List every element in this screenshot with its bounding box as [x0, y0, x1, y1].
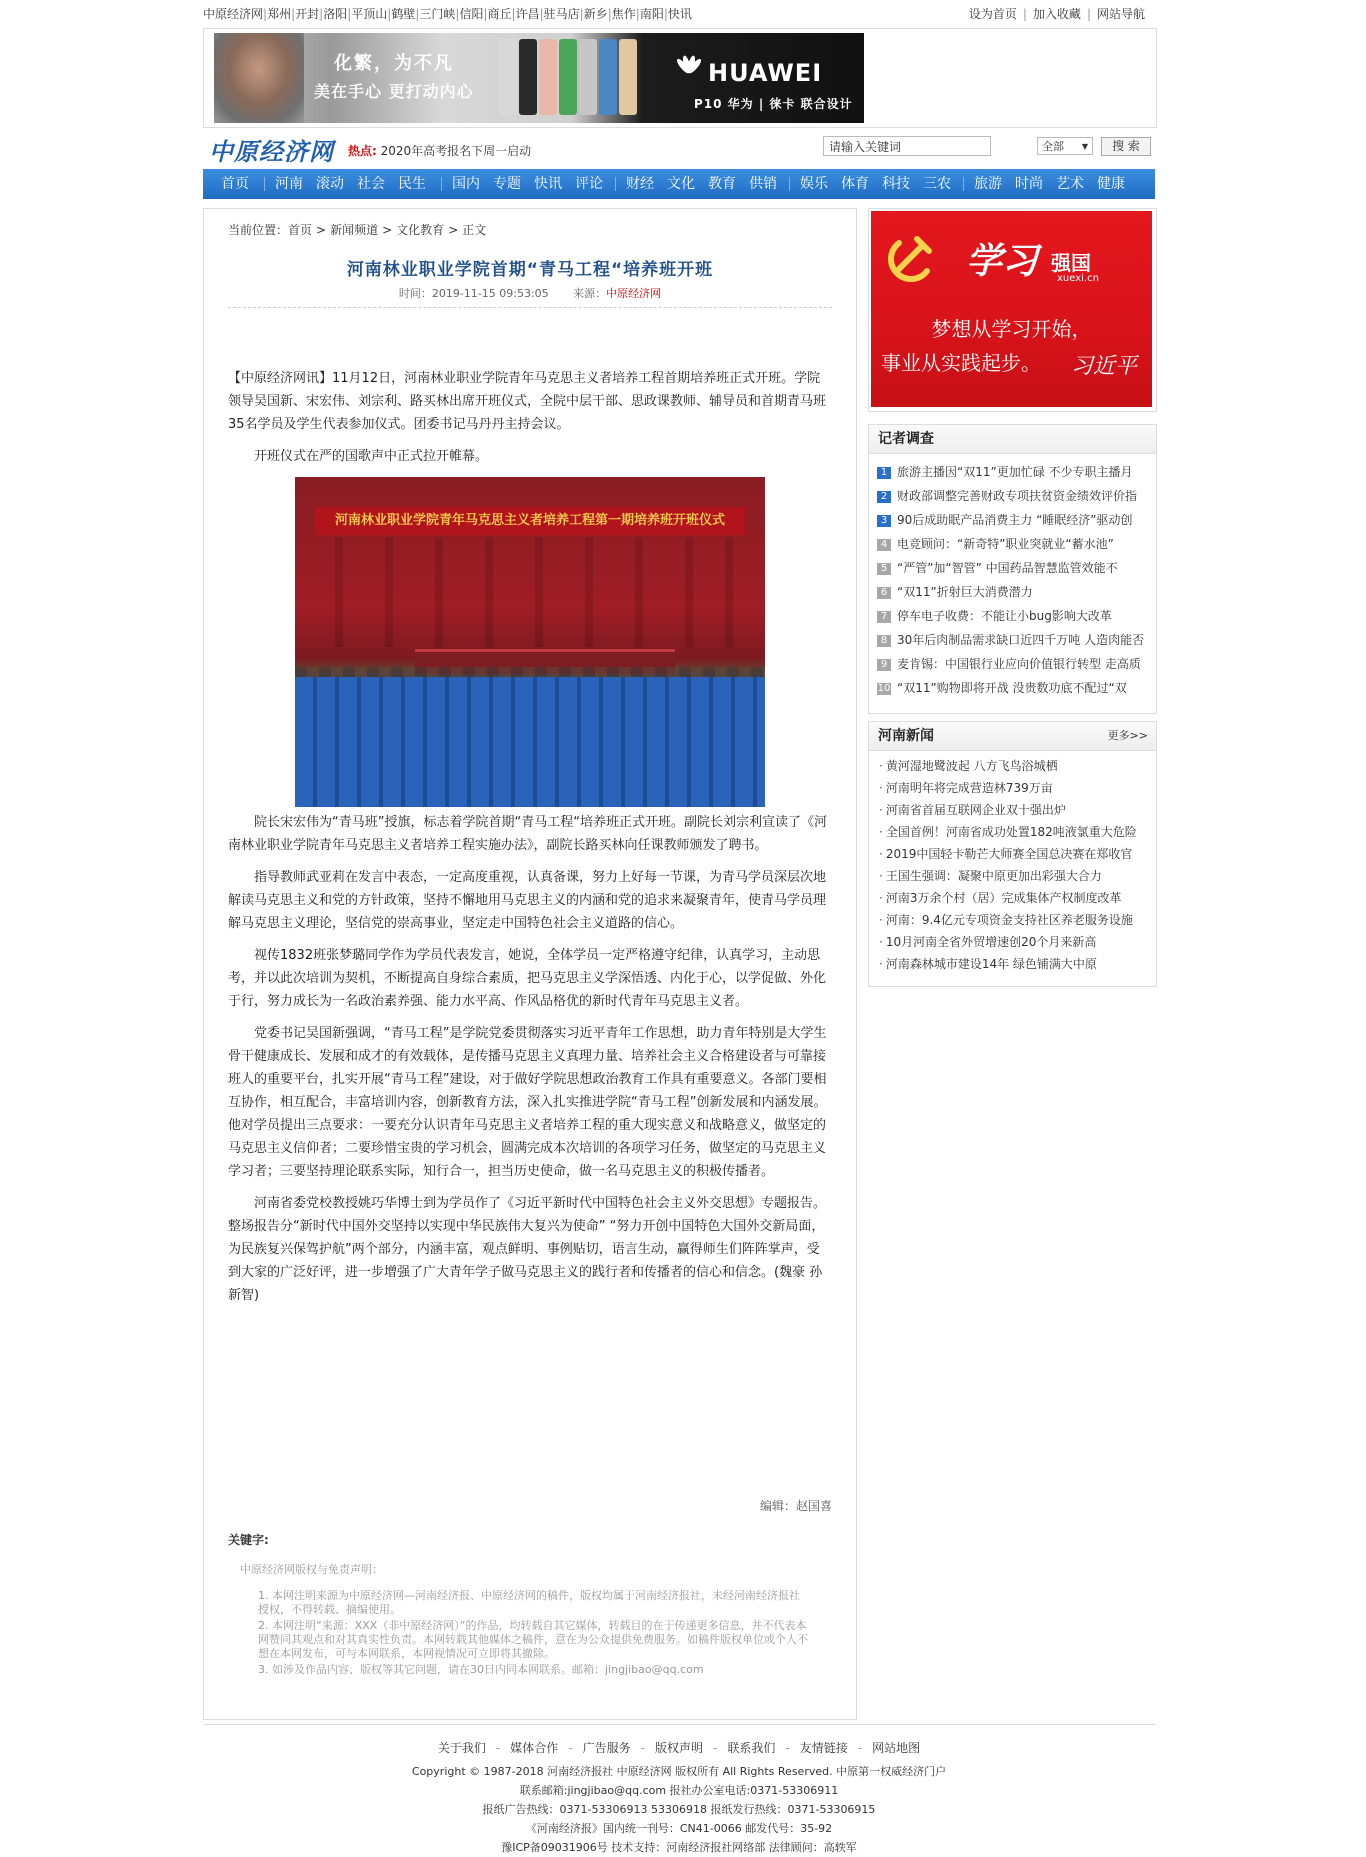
- more-link[interactable]: 更多>>: [1107, 729, 1148, 742]
- henan-news-box: [868, 721, 1157, 987]
- site-logo[interactable]: 中原经济网: [209, 137, 334, 166]
- paragraph-5: 视传1832班张梦璐同学作为学员代表发言，她说，全体学员一定严格遵守纪律，认真学习，主动思考，并以此次培训为契机，不断提高自身综合素质，把马克思主义学深悟透、内化于心，以学促做、外化于行，努力成长为一名政治素养强、能力水平高、作风品格优的新时代青年马克思主义者。: [228, 948, 827, 1009]
- survey-item-text: 旅游主播因“双11”更加忙碌 不少专职主播月: [897, 465, 1133, 479]
- survey-item[interactable]: [869, 556, 1156, 580]
- henan-news-item[interactable]: · 河南森林城市建设14年 绿色铺满大中原: [869, 953, 1156, 975]
- city-link[interactable]: 焦作: [611, 7, 636, 21]
- nav-item[interactable]: 艺术: [1056, 176, 1084, 192]
- reporter-survey-box: [868, 424, 1157, 714]
- footer-line: 豫ICP备09031906号 技术支持：河南经济报社网络部 法律顾问：高轶军: [501, 1841, 857, 1854]
- city-link[interactable]: 快讯: [667, 7, 692, 21]
- article-body: [228, 367, 832, 1316]
- article-time: 2019-11-15 09:53:05: [431, 287, 549, 300]
- paragraph-2: 开班仪式在严的国歌声中正式拉开帷幕。: [254, 449, 489, 464]
- survey-item[interactable]: [869, 508, 1156, 532]
- city-link[interactable]: 三门峡: [419, 7, 456, 21]
- photo-stage-banner: 河南林业职业学院青年马克思主义者培养工程第一期培养班开班仪式: [315, 507, 745, 535]
- nav-item[interactable]: 供销: [749, 176, 777, 192]
- nav-item[interactable]: 健康: [1097, 176, 1125, 192]
- survey-item-text: 90后成助眠产品消费主力 “睡眠经济”驱动创: [897, 513, 1133, 527]
- city-link[interactable]: 商丘: [487, 7, 512, 21]
- city-link[interactable]: 郑州: [267, 7, 292, 21]
- survey-list: [869, 454, 1156, 700]
- ad-line-2: 事业从实践起步。: [881, 351, 1041, 375]
- survey-item-text: 财政部调整完善财政专项扶贫资金绩效评价指: [897, 489, 1138, 503]
- nav-item[interactable]: 体育: [841, 176, 869, 192]
- breadcrumb: 当前位置：首页 > 新闻频道 > 文化教育 > 正文: [228, 223, 487, 237]
- rank-badge: 10: [877, 682, 891, 694]
- survey-item[interactable]: [869, 532, 1156, 556]
- nav-item[interactable]: 娱乐: [800, 176, 828, 192]
- footer-link[interactable]: 网站地图: [872, 1741, 921, 1755]
- chevron-down-icon: ▼: [1081, 142, 1088, 151]
- henan-news-item[interactable]: · 河南：9.4亿元专项资金支持社区养老服务设施: [869, 909, 1156, 931]
- paragraph-3: 院长宋宏伟为“青马班”授旗，标志着学院首期“青马工程“培养班正式开班。副院长刘宗利宣读了《河南林业职业学院青年马克思主义者培养工程实施办法》，副院长路买林向任课教师颁发了聘书。: [228, 815, 827, 853]
- footer-line: Copyright © 1987-2018 河南经济报社 中原经济网 版权所有 All Rights Reserved. 中原第一权威经济门户: [411, 1765, 947, 1778]
- article-panel: [203, 208, 857, 1720]
- footer-line: 联系邮箱:jingjibao@qq.com 报社办公室电话:0371-53306911: [519, 1784, 839, 1797]
- survey-item[interactable]: [869, 484, 1156, 508]
- nav-item[interactable]: 民生: [398, 176, 426, 192]
- nav-divider: [963, 177, 964, 191]
- rank-badge: 2: [877, 491, 891, 503]
- ad-brand: HUAWEI: [708, 59, 823, 87]
- xuexi-qiangguo-ad[interactable]: [868, 208, 1157, 412]
- spokesperson-photo: [214, 33, 304, 123]
- survey-item-text: “严管”加“智管” 中国药品智慧监管效能不: [897, 561, 1118, 575]
- search-scope-select[interactable]: [1037, 137, 1093, 155]
- survey-item-text: 麦肯锡：中国银行业应向价值银行转型 走高质: [897, 657, 1141, 671]
- ad-url: xuexi.cn: [1057, 273, 1099, 284]
- site-footer: [203, 1724, 1155, 1857]
- rank-badge: 6: [877, 587, 891, 599]
- disclaimer-heading: 中原经济网版权与免责声明：: [240, 1563, 383, 1576]
- rank-badge: 8: [877, 635, 891, 647]
- hot-link[interactable]: 2020年高考报名下周一启动: [380, 144, 532, 158]
- copyright-disclaimer: [240, 1563, 810, 1679]
- nav-item[interactable]: 评论: [575, 176, 603, 192]
- rank-badge: 4: [877, 539, 891, 551]
- party-emblem-icon: [883, 225, 943, 285]
- paragraph-7: 河南省委党校教授姚巧华博士到为学员作了《习近平新时代中国特色社会主义外交思想》专题报告。整场报告分“新时代中国外交坚持以实现中华民族伟大复兴为使命” “努力开创中国特色大国外交新局面，为民族复兴保驾护航”两个部分，内涵丰富，观点鲜明、事例贴切，语言生动，赢得师生们阵阵掌声，受到大家的广泛好评，进一步增强了广大青年学子做马克思主义的践行者和传播者的信心和信念。(魏豪 孙新智): [228, 1196, 827, 1303]
- paragraph-1: 【中原经济网讯】11月12日，河南林业职业学院青年马克思主义者培养工程首期培养班正式开班。学院领导吴国新、宋宏伟、刘宗利、路买林出席开班仪式，全院中层干部、思政课教师、辅导员和首期青马班35名学员及学生代表参加仪式。团委书记马丹丹主持会议。: [228, 371, 827, 432]
- city-link[interactable]: 鹤壁: [391, 7, 416, 21]
- footer-link[interactable]: 广告服务: [582, 1741, 631, 1755]
- site-header: [203, 132, 1155, 166]
- favorite-link[interactable]: 加入收藏: [1032, 7, 1081, 21]
- city-link[interactable]: 驻马店: [543, 7, 580, 21]
- footer-link[interactable]: 版权声明: [654, 1741, 703, 1755]
- rank-badge: 1: [877, 467, 891, 479]
- city-links: 中原经济网|郑州|开封|洛阳|平顶山|鹤壁|三门峡|信阳|商丘|许昌|驻马店|新乡|焦作|南阳|快讯: [203, 7, 692, 21]
- nav-divider: [264, 177, 265, 191]
- breadcrumb-culture[interactable]: 文化教育: [396, 223, 445, 237]
- nav-item[interactable]: 旅游: [974, 176, 1002, 192]
- nav-item[interactable]: 财经: [626, 176, 654, 192]
- article-source[interactable]: 中原经济网: [606, 287, 662, 300]
- top-city-bar: [203, 0, 1155, 28]
- survey-item-text: 30年后肉制品需求缺口近四千万吨 人造肉能否: [897, 633, 1145, 647]
- paragraph-4: 指导教师武亚莉在发言中表态，一定高度重视，认真备课，努力上好每一节课，为青马学员深层次地解读马克思主义和党的方针政策，坚持不懈地用马克思主义的内涵和党的追求来凝聚青年，使青马学员理解马克思主义理论，坚信党的崇高事业，坚定走中国特色社会主义道路的信心。: [228, 870, 827, 931]
- article-meta: 时间：2019-11-15 09:53:05 来源：中原经济网: [398, 287, 662, 300]
- rank-badge: 5: [877, 563, 891, 575]
- footer-line: 《河南经济报》国内统一刊号：CN41-0066 邮发代号：35-92: [525, 1822, 833, 1835]
- nav-item[interactable]: 河南: [275, 176, 303, 192]
- nav-item[interactable]: 教育: [708, 176, 736, 192]
- ad-slogan-2: 美在手心 更打动内心: [314, 82, 474, 101]
- photo-audience: [295, 677, 765, 807]
- henan-news-item[interactable]: · 2019中国轻卡勒芒大师赛全国总决赛在郑收官: [869, 843, 1156, 865]
- city-link[interactable]: 信阳: [459, 7, 484, 21]
- survey-heading: 记者调查: [869, 425, 1156, 454]
- article-title: 河南林业职业学院首期“青马工程“培养班开班: [346, 260, 714, 280]
- footer-link[interactable]: 关于我们: [437, 1741, 486, 1755]
- survey-item[interactable]: [869, 604, 1156, 628]
- footer-line: 报纸广告热线：0371-53306913 53306918 报纸发行热线：0371-53306915: [482, 1803, 876, 1816]
- breadcrumb-news[interactable]: 新闻频道: [330, 223, 379, 237]
- footer-links: 关于我们 - 媒体合作 - 广告服务 - 版权声明 - 联系我们 - 友情链接 - 网站地图: [437, 1741, 921, 1755]
- nav-item[interactable]: 社会: [357, 176, 385, 192]
- footer-link[interactable]: 媒体合作: [510, 1741, 559, 1755]
- footer-link[interactable]: 联系我们: [727, 1741, 776, 1755]
- henan-news-item[interactable]: · 10月河南全省外贸增速创20个月来新高: [869, 931, 1156, 953]
- nav-item[interactable]: 滚动: [316, 176, 344, 192]
- paragraph-6: 党委书记吴国新强调，“青马工程”是学院党委贯彻落实习近平青年工作思想，助力青年特别是大学生骨干健康成长、发展和成才的有效载体，是传播马克思主义真理力量、培养社会主义合格建设者与可靠接班人的重要平台，扎实开展“青马工程”建设，对于做好学院思想政治教育工作具有重要意义。各部门要相互协作，相互配合，丰富培训内容，创新教育方法，深入扎实推进学院“青马工程”创新发展和内涵发展。他对学员提出三点要求：一要充分认识青年马克思主义者培养工程的重大现实意义和战略意义，做坚定的马克思主义信仰者；二要珍惜宝贵的学习机会，圆满完成本次培训的各项学习任务，做坚定的马克思主义学习者；三要坚持理论联系实际，知行合一，担当历史使命，做一名马克思主义的积极传播者。: [228, 1026, 827, 1179]
- city-link[interactable]: 许昌: [515, 7, 540, 21]
- title-divider: [228, 307, 832, 308]
- survey-item-text: “双11”折射巨大消费潜力: [897, 585, 1033, 599]
- nav-item[interactable]: 科技: [882, 176, 910, 192]
- henan-news-item[interactable]: · 黄河湿地鹭波起 八方飞鸟浴城栖: [869, 755, 1156, 777]
- disclaimer-item: 3. 如涉及作品内容、版权等其它问题，请在30日内同本网联系。邮箱：jingjibao@qq.com: [258, 1663, 704, 1676]
- survey-item-text: 电竞顾问：“新奇特”职业突就业“蓄水池”: [897, 537, 1114, 551]
- survey-item[interactable]: [869, 652, 1156, 676]
- ad-line-1: 梦想从学习开始，: [931, 317, 1092, 341]
- survey-item[interactable]: [869, 676, 1156, 700]
- ad-script-title: 学习: [966, 240, 1039, 282]
- city-link[interactable]: 新乡: [583, 7, 608, 21]
- nav-item[interactable]: 专题: [493, 176, 521, 192]
- hot-topic: [348, 142, 531, 159]
- disclaimer-item: 2. 本网注明“来源：XXX（非中原经济网）”的作品，均转载自其它媒体，转载目的在于传递更多信息，并不代表本网赞同其观点和对其真实性负责。本网转载其他媒体之稿件，意在为公众提供免费服务。如稿件版权单位或个人不想在本网发布，可与本网联系，本网视情况可立即将其撤除。: [258, 1619, 808, 1660]
- henan-news-item[interactable]: · 全国首例！河南省成功处置182吨液氯重大危险: [869, 821, 1156, 843]
- phones-image: [499, 39, 639, 117]
- henan-news-item[interactable]: · 河南明年将完成营造林739万亩: [869, 777, 1156, 799]
- breadcrumb-prefix: 当前位置：: [228, 223, 289, 237]
- footer-info: [203, 1762, 1155, 1857]
- city-link[interactable]: 中原经济网: [203, 7, 264, 21]
- nav-item[interactable]: 时尚: [1015, 176, 1043, 192]
- nav-divider: [789, 177, 790, 191]
- site-nav-link[interactable]: 网站导航: [1096, 7, 1145, 21]
- huawei-banner-ad[interactable]: [214, 33, 864, 123]
- nav-divider: [615, 177, 616, 191]
- city-link[interactable]: 平顶山: [351, 7, 388, 21]
- city-link[interactable]: 开封: [295, 7, 320, 21]
- nav-divider: [441, 177, 442, 191]
- henan-news-item[interactable]: · 河南3万余个村（居）完成集体产权制度改革: [869, 887, 1156, 909]
- rank-badge: 9: [877, 659, 891, 671]
- henan-news-item[interactable]: · 王国生强调：凝聚中原更加出彩强大合力: [869, 865, 1156, 887]
- ceremony-photo: [295, 477, 765, 807]
- nav-item[interactable]: 快讯: [534, 176, 562, 192]
- survey-item[interactable]: [869, 628, 1156, 652]
- main-nav: [203, 169, 1155, 199]
- search-input[interactable]: 请输入关键词: [823, 136, 991, 156]
- henan-news-list: [869, 751, 1156, 975]
- survey-item-text: 停车电子收费：不能让小bug影响大改革: [897, 609, 1112, 623]
- search-button[interactable]: 搜 索: [1101, 137, 1151, 156]
- top-right-links: 设为首页 | 加入收藏 | 网站导航: [968, 7, 1145, 21]
- henan-news-heading: 河南新闻 更多>>: [869, 722, 1156, 751]
- search-scope-value: 全部: [1042, 140, 1064, 153]
- ad-strong-title: 强国: [1051, 251, 1091, 275]
- nav-item[interactable]: 三农: [923, 176, 951, 192]
- henan-news-item[interactable]: · 河南省首届互联网企业双十强出炉: [869, 799, 1156, 821]
- rank-badge: 7: [877, 611, 891, 623]
- rank-badge: 3: [877, 515, 891, 527]
- article-editor: 编辑：赵国喜: [759, 1499, 832, 1513]
- set-home-link[interactable]: 设为首页: [968, 7, 1017, 21]
- breadcrumb-home[interactable]: 首页: [288, 223, 313, 237]
- city-link[interactable]: 洛阳: [323, 7, 348, 21]
- survey-item[interactable]: [869, 460, 1156, 484]
- ad-sub: P10 华为 | 徕卡 联合设计: [694, 97, 853, 111]
- footer-link[interactable]: 友情链接: [799, 1741, 848, 1755]
- breadcrumb-current: 正文: [462, 223, 487, 237]
- hot-label: 热点:: [348, 144, 377, 158]
- banner-ad-box: [203, 28, 1157, 128]
- ad-slogan-1: 化繁，为不凡: [334, 53, 454, 74]
- survey-item-text: “双11”购物即将开战 没贵数功底不配过“双: [897, 681, 1127, 695]
- disclaimer-item: 1. 本网注明来源为中原经济网—河南经济报、中原经济网的稿件，版权均属于河南经济报社，未经河南经济报社授权，不得转载、摘编使用。: [258, 1589, 800, 1616]
- huawei-logo-icon: [674, 55, 704, 85]
- keywords-label: 关键字:: [228, 1533, 269, 1547]
- city-link[interactable]: 南阳: [639, 7, 664, 21]
- nav-item[interactable]: 文化: [667, 176, 695, 192]
- nav-item[interactable]: 首页: [221, 176, 249, 192]
- nav-item[interactable]: 国内: [452, 176, 480, 192]
- ad-signature: 习近平: [1071, 354, 1138, 379]
- survey-item[interactable]: [869, 580, 1156, 604]
